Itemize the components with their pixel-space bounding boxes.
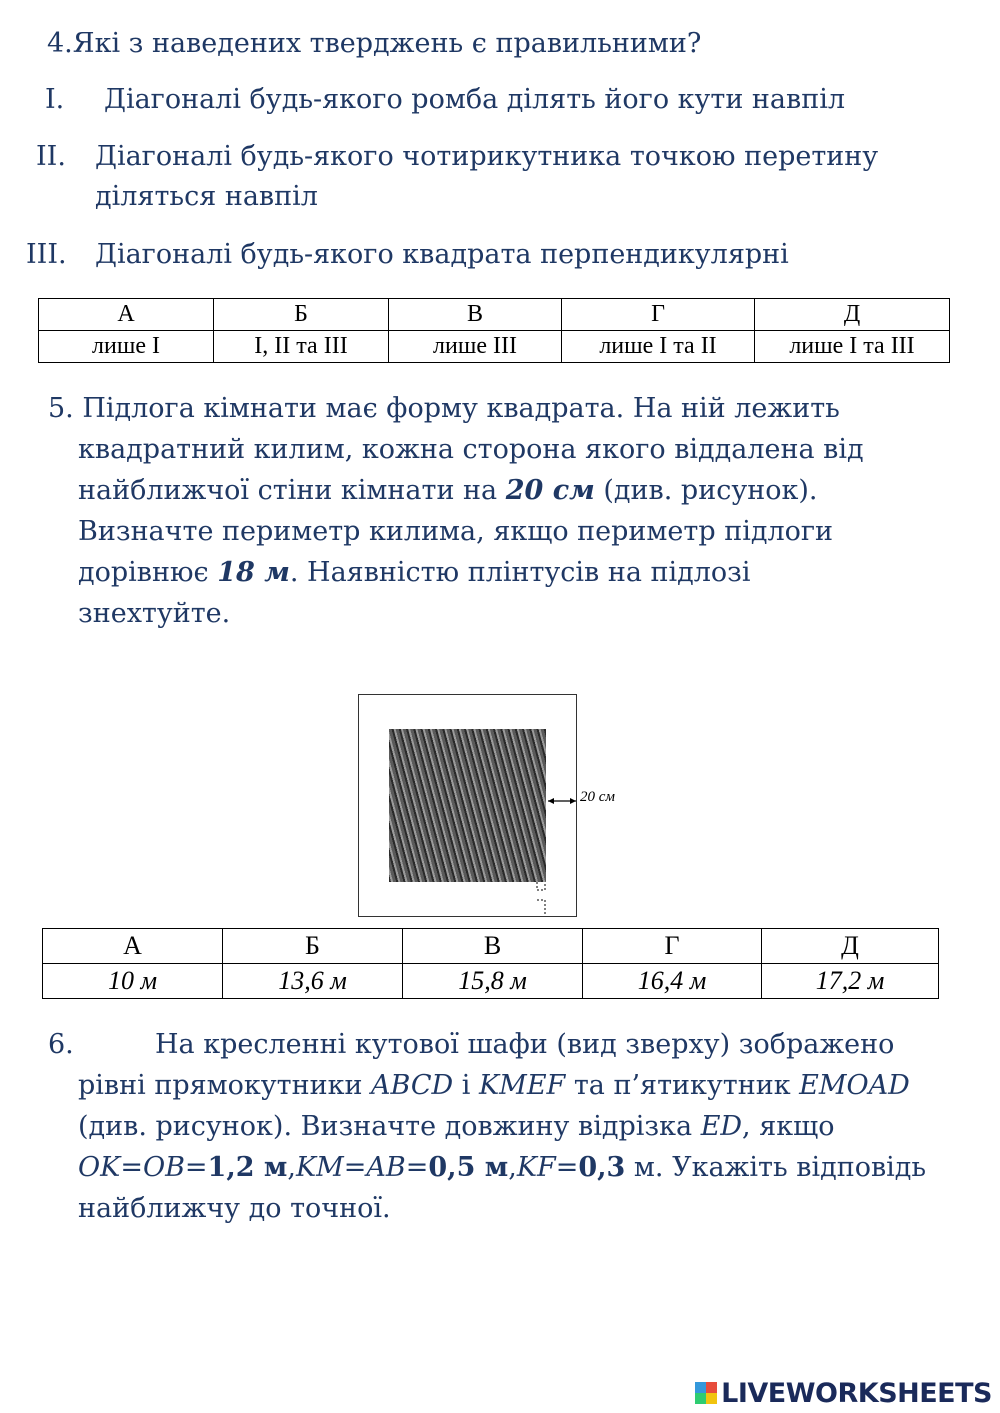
figure-distance-label: 20 см [580, 789, 615, 805]
q4-answers-row [39, 331, 950, 363]
q6-value-3: 0,3 [578, 1152, 626, 1183]
q6-line-4 [78, 1148, 926, 1188]
q4-option-a[interactable]: А [39, 299, 214, 331]
q6-pentagon-emoad: EMOAD [799, 1070, 910, 1101]
q6-ob: OB [142, 1152, 185, 1183]
q5-line-5 [78, 553, 751, 593]
q4-item-3-num: III. [26, 239, 67, 270]
q6-value-1: 1,2 м [207, 1152, 288, 1183]
wall-gap-mark [537, 900, 545, 916]
q5-line-2: квадратний килим, кожна сторона якого віддалена від [78, 434, 864, 465]
q4-item-3-text: Діагоналі будь-якого квадрата перпендикулярні [95, 239, 789, 270]
q6-line-2-a: рівні прямокутники [78, 1070, 372, 1101]
q6-line-4-end: м. Укажіть відповідь [625, 1152, 927, 1183]
q4-item-1-text: Діагоналі будь-якого ромба ділять його кути навпіл [104, 84, 846, 115]
q5-option-e[interactable]: Д [762, 929, 939, 964]
q5-answer-b[interactable]: 13,6 м [223, 964, 403, 999]
figure-annotations [359, 695, 578, 918]
q6-line-3-c: , якщо [742, 1111, 835, 1142]
distance-arrow-right-head [570, 798, 576, 804]
q4-answer-e[interactable]: лише І та ІІІ [755, 331, 950, 363]
q6-line-5: найближчу до точної. [78, 1193, 391, 1224]
q6-line-3-a: (див. рисунок). Визначте довжину відрізка [78, 1111, 701, 1142]
q4-option-b[interactable]: Б [214, 299, 389, 331]
q6-line-1: На кресленні кутової шафи (вид зверху) зображено [155, 1029, 895, 1060]
q5-line-3 [78, 471, 817, 511]
q5-line-6: знехтуйте. [78, 598, 231, 629]
q6-number: 6. [48, 1029, 74, 1060]
q6-eq-1: = [120, 1152, 143, 1183]
q4-option-d[interactable]: Г [562, 299, 755, 331]
q5-answers-row [43, 964, 939, 999]
logo-icon [695, 1382, 717, 1404]
q6-line-2-e: та п’ятикутник [565, 1070, 800, 1101]
right-angle-mark [537, 882, 545, 890]
q6-eq-5: = [555, 1152, 579, 1183]
q6-comma-2: , [508, 1152, 517, 1183]
q4-item-2-text-cont: діляться навпіл [95, 181, 318, 212]
q5-answer-a[interactable]: 10 м [43, 964, 223, 999]
q5-line-3-c: (див. рисунок). [594, 475, 818, 506]
q5-answer-e[interactable]: 17,2 м [762, 964, 939, 999]
q4-title: 4.Які з наведених тверджень є правильними? [47, 28, 702, 59]
q5-option-c[interactable]: В [403, 929, 583, 964]
q5-option-b[interactable]: Б [223, 929, 403, 964]
q4-answer-table [38, 298, 950, 363]
q6-eq-3: = [343, 1152, 367, 1183]
q6-ab: AB [366, 1152, 406, 1183]
q6-kf: KF [516, 1152, 556, 1183]
q5-option-a[interactable]: А [43, 929, 223, 964]
q6-rect-abcd: ABCD [371, 1070, 454, 1101]
q6-eq-4: = [405, 1152, 429, 1183]
q5-line-3-a: найближчої стіни кімнати на [78, 475, 506, 506]
q6-ok: OK [78, 1152, 121, 1183]
q6-line-2 [78, 1066, 910, 1106]
q6-value-2: 0,5 м [428, 1152, 509, 1183]
q6-eq-2: = [184, 1152, 208, 1183]
q5-line-5-c: . Наявністю плінтусів на підлозі [289, 557, 751, 588]
room-figure [358, 694, 577, 917]
q4-option-e[interactable]: Д [755, 299, 950, 331]
q6-line-2-c: і [453, 1070, 480, 1101]
q6-comma-1: , [287, 1152, 296, 1183]
q6-km: KM [295, 1152, 344, 1183]
q5-distance-value: 20 см [505, 475, 595, 506]
liveworksheets-logo[interactable] [695, 1378, 992, 1409]
q4-item-2-text: Діагоналі будь-якого чотирикутника точкою перетину [95, 141, 879, 172]
q6-line-3 [78, 1107, 834, 1147]
q4-answer-d[interactable]: лише І та ІІ [562, 331, 755, 363]
q5-line-1: 5. Підлога кімнати має форму квадрата. На ній лежить [48, 393, 840, 424]
q4-answer-a[interactable]: лише І [39, 331, 214, 363]
q4-item-1-num: I. [45, 84, 65, 115]
q5-answer-c[interactable]: 15,8 м [403, 964, 583, 999]
q5-perimeter-value: 18 м [217, 557, 290, 588]
q5-line-4: Визначте периметр килима, якщо периметр підлоги [78, 516, 834, 547]
q4-options-row [39, 299, 950, 331]
q4-answer-b[interactable]: І, ІІ та ІІІ [214, 331, 389, 363]
q5-line-5-a: дорівнює [78, 557, 218, 588]
q4-item-2-num: II. [36, 141, 66, 172]
q5-answer-table [42, 928, 939, 999]
q6-rect-kmef: KMEF [479, 1070, 566, 1101]
q4-option-c[interactable]: В [389, 299, 562, 331]
logo-text: LIVEWORKSHEETS [721, 1378, 992, 1409]
q6-segment-ed: ED [700, 1111, 743, 1142]
q5-answer-d[interactable]: 16,4 м [583, 964, 762, 999]
q5-options-row [43, 929, 939, 964]
q4-answer-c[interactable]: лише ІІІ [389, 331, 562, 363]
distance-arrow-left-head [548, 798, 554, 804]
q5-option-d[interactable]: Г [583, 929, 762, 964]
